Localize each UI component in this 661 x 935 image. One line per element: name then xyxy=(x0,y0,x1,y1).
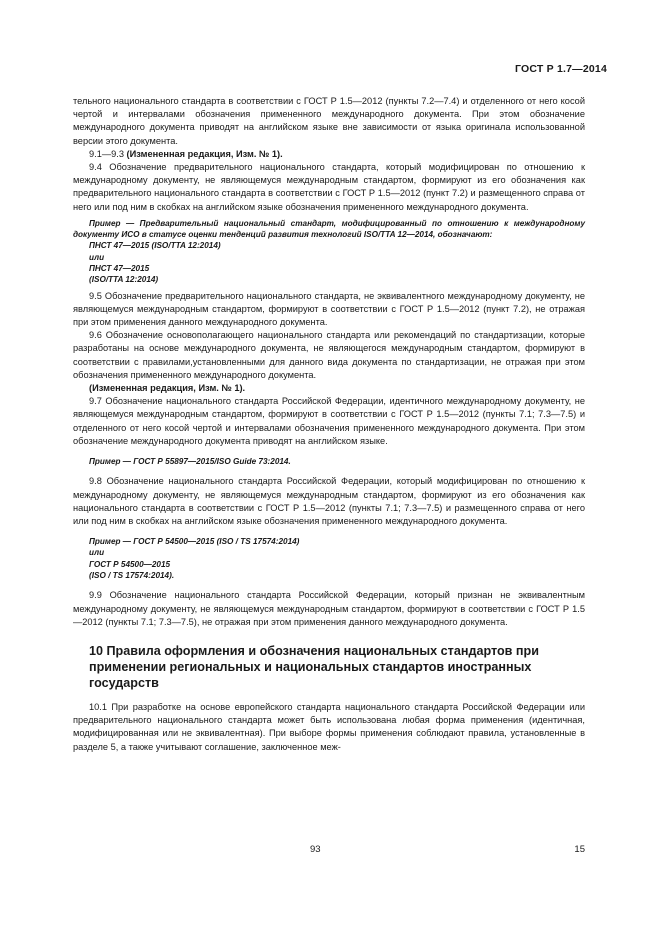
paragraph-9-6: 9.6 Обозначение основополагающего национального стандарта или рекомендаций по стандартизации, которые разработаны на основе международного документа, не являющегося международным стандартом, формируют в соответствии с правилами,установленными для данного вида документа по стандартизации, не отражая при этом обозначения примененного международного документа. xyxy=(73,330,585,380)
paragraph-9-1-number: 9.1—9.3 xyxy=(89,148,127,159)
amendment-note-9-6: (Измененная редакция, Изм. № 1). xyxy=(89,383,246,394)
paragraph-9-7: 9.7 Обозначение национального стандарта Российской Федерации, идентичного международному документу, не являющемуся международным стандартом, формируют в соответствии с ГОСТ Р 1.5—2012 (пункты 7.1; 7.3—7.5) и отделенного от него косой чертой и интервалами обозначения примененного международного документа. При этом обозначение международного документа приводят на английском языке. xyxy=(73,396,585,446)
paragraph-9-8: 9.8 Обозначение национального стандарта Российской Федерации, который модифицирован по отношению к международному документу, не являющемуся международным стандартом, формируют из его обозначения как национального стандарта в соответствии с ГОСТ Р 1.5—2012 (пункты 7.1; 7.3—7.5) и размещенного справа от него или под ним в скобках на английском языке обозначения примененного международного документа. xyxy=(73,476,585,526)
example-9-8-line-1: Пример — ГОСТ Р 54500—2015 (ISO / TS 17574:2014) xyxy=(89,537,300,547)
amendment-note: (Измененная редакция, Изм. № 1). xyxy=(126,148,283,159)
paragraph-intro: тельного национального стандарта в соответствии с ГОСТ Р 1.5—2012 (пункты 7.2—7.4) и отделенного от него косой чертой и интервалами обозначения примененного международного документа. При этом обозначение международного документа приводят на английском языке вне зависимости от языка оригинала использованной версии этого документа. xyxy=(73,96,585,146)
example-9-4-line-2: или xyxy=(89,252,105,262)
example-9-7: Пример — ГОСТ Р 55897—2015/ISO Guide 73:2014. xyxy=(89,457,291,467)
example-9-4-line-1: ПНСТ 47—2015 (ISO/TTA 12:2014) xyxy=(89,241,221,251)
example-9-4-line-3: ПНСТ 47—2015 xyxy=(89,264,150,274)
section-10-title: 10 Правила оформления и обозначения национальных стандартов при применении региональных и национальных стандартов иностранных государств xyxy=(89,643,539,690)
paragraph-9-5: 9.5 Обозначение предварительного национального стандарта, не эквивалентного международному документу, не являющемуся международным стандартом, формируют в соответствии с ГОСТ Р 1.5—2012 (пункт 7.2), не отражая при этом применения данного международного документа. xyxy=(73,290,585,328)
example-9-8-line-3: ГОСТ Р 54500—2015 xyxy=(89,559,171,569)
example-9-4-line-4: (ISO/TTA 12:2014) xyxy=(89,275,159,285)
paragraph-9-4: 9.4 Обозначение предварительного национального стандарта, который модифицирован по отношению к международному документу, не являющемуся международным стандартом, формируют из его обозначения как предварительного национального стандарта в соответствии с ГОСТ Р 1.5—2012 (пункт 7.2) и размещенного справа от него или под ним в скобках на английском языке обозначения примененного международного документа. xyxy=(73,162,585,212)
example-9-8-line-2: или xyxy=(89,548,105,558)
page-number-center: 93 xyxy=(310,844,321,855)
paragraph-9-9: 9.9 Обозначение национального стандарта Российской Федерации, который признан не эквивалентным международному документу, не являющемуся международным стандартом, формируют в соответствии с ГОСТ Р 1.5—2012 (пункты 7.1; 7.3—7.5), не отражая при этом применения данного международного документа. xyxy=(73,590,585,627)
paragraph-9-1-9-3 xyxy=(73,148,585,161)
document-code-header: ГОСТ Р 1.7—2014 xyxy=(514,63,607,75)
example-9-8-line-4: (ISO / TS 17574:2014). xyxy=(89,571,175,581)
page-number-right: 15 xyxy=(574,844,585,855)
paragraph-10-1: 10.1 При разработке на основе европейского стандарта национального стандарта Российской Федерации или предварительного национального стандарта может быть использована любая форма применения (идентичная, модифицированная или не эквивалентная). При выборе формы применения соблюдают правила, установленные в разделе 5, а также учитывают соглашение, заключенное меж- xyxy=(73,701,585,752)
example-9-4: Пример — Предварительный национальный стандарт, модифицированный по отношению к международному документу ИСО в статусе оценки тенденций развития технологий ISO/TTA 12—2014, обозначают: xyxy=(73,218,585,240)
document-body xyxy=(73,95,585,754)
